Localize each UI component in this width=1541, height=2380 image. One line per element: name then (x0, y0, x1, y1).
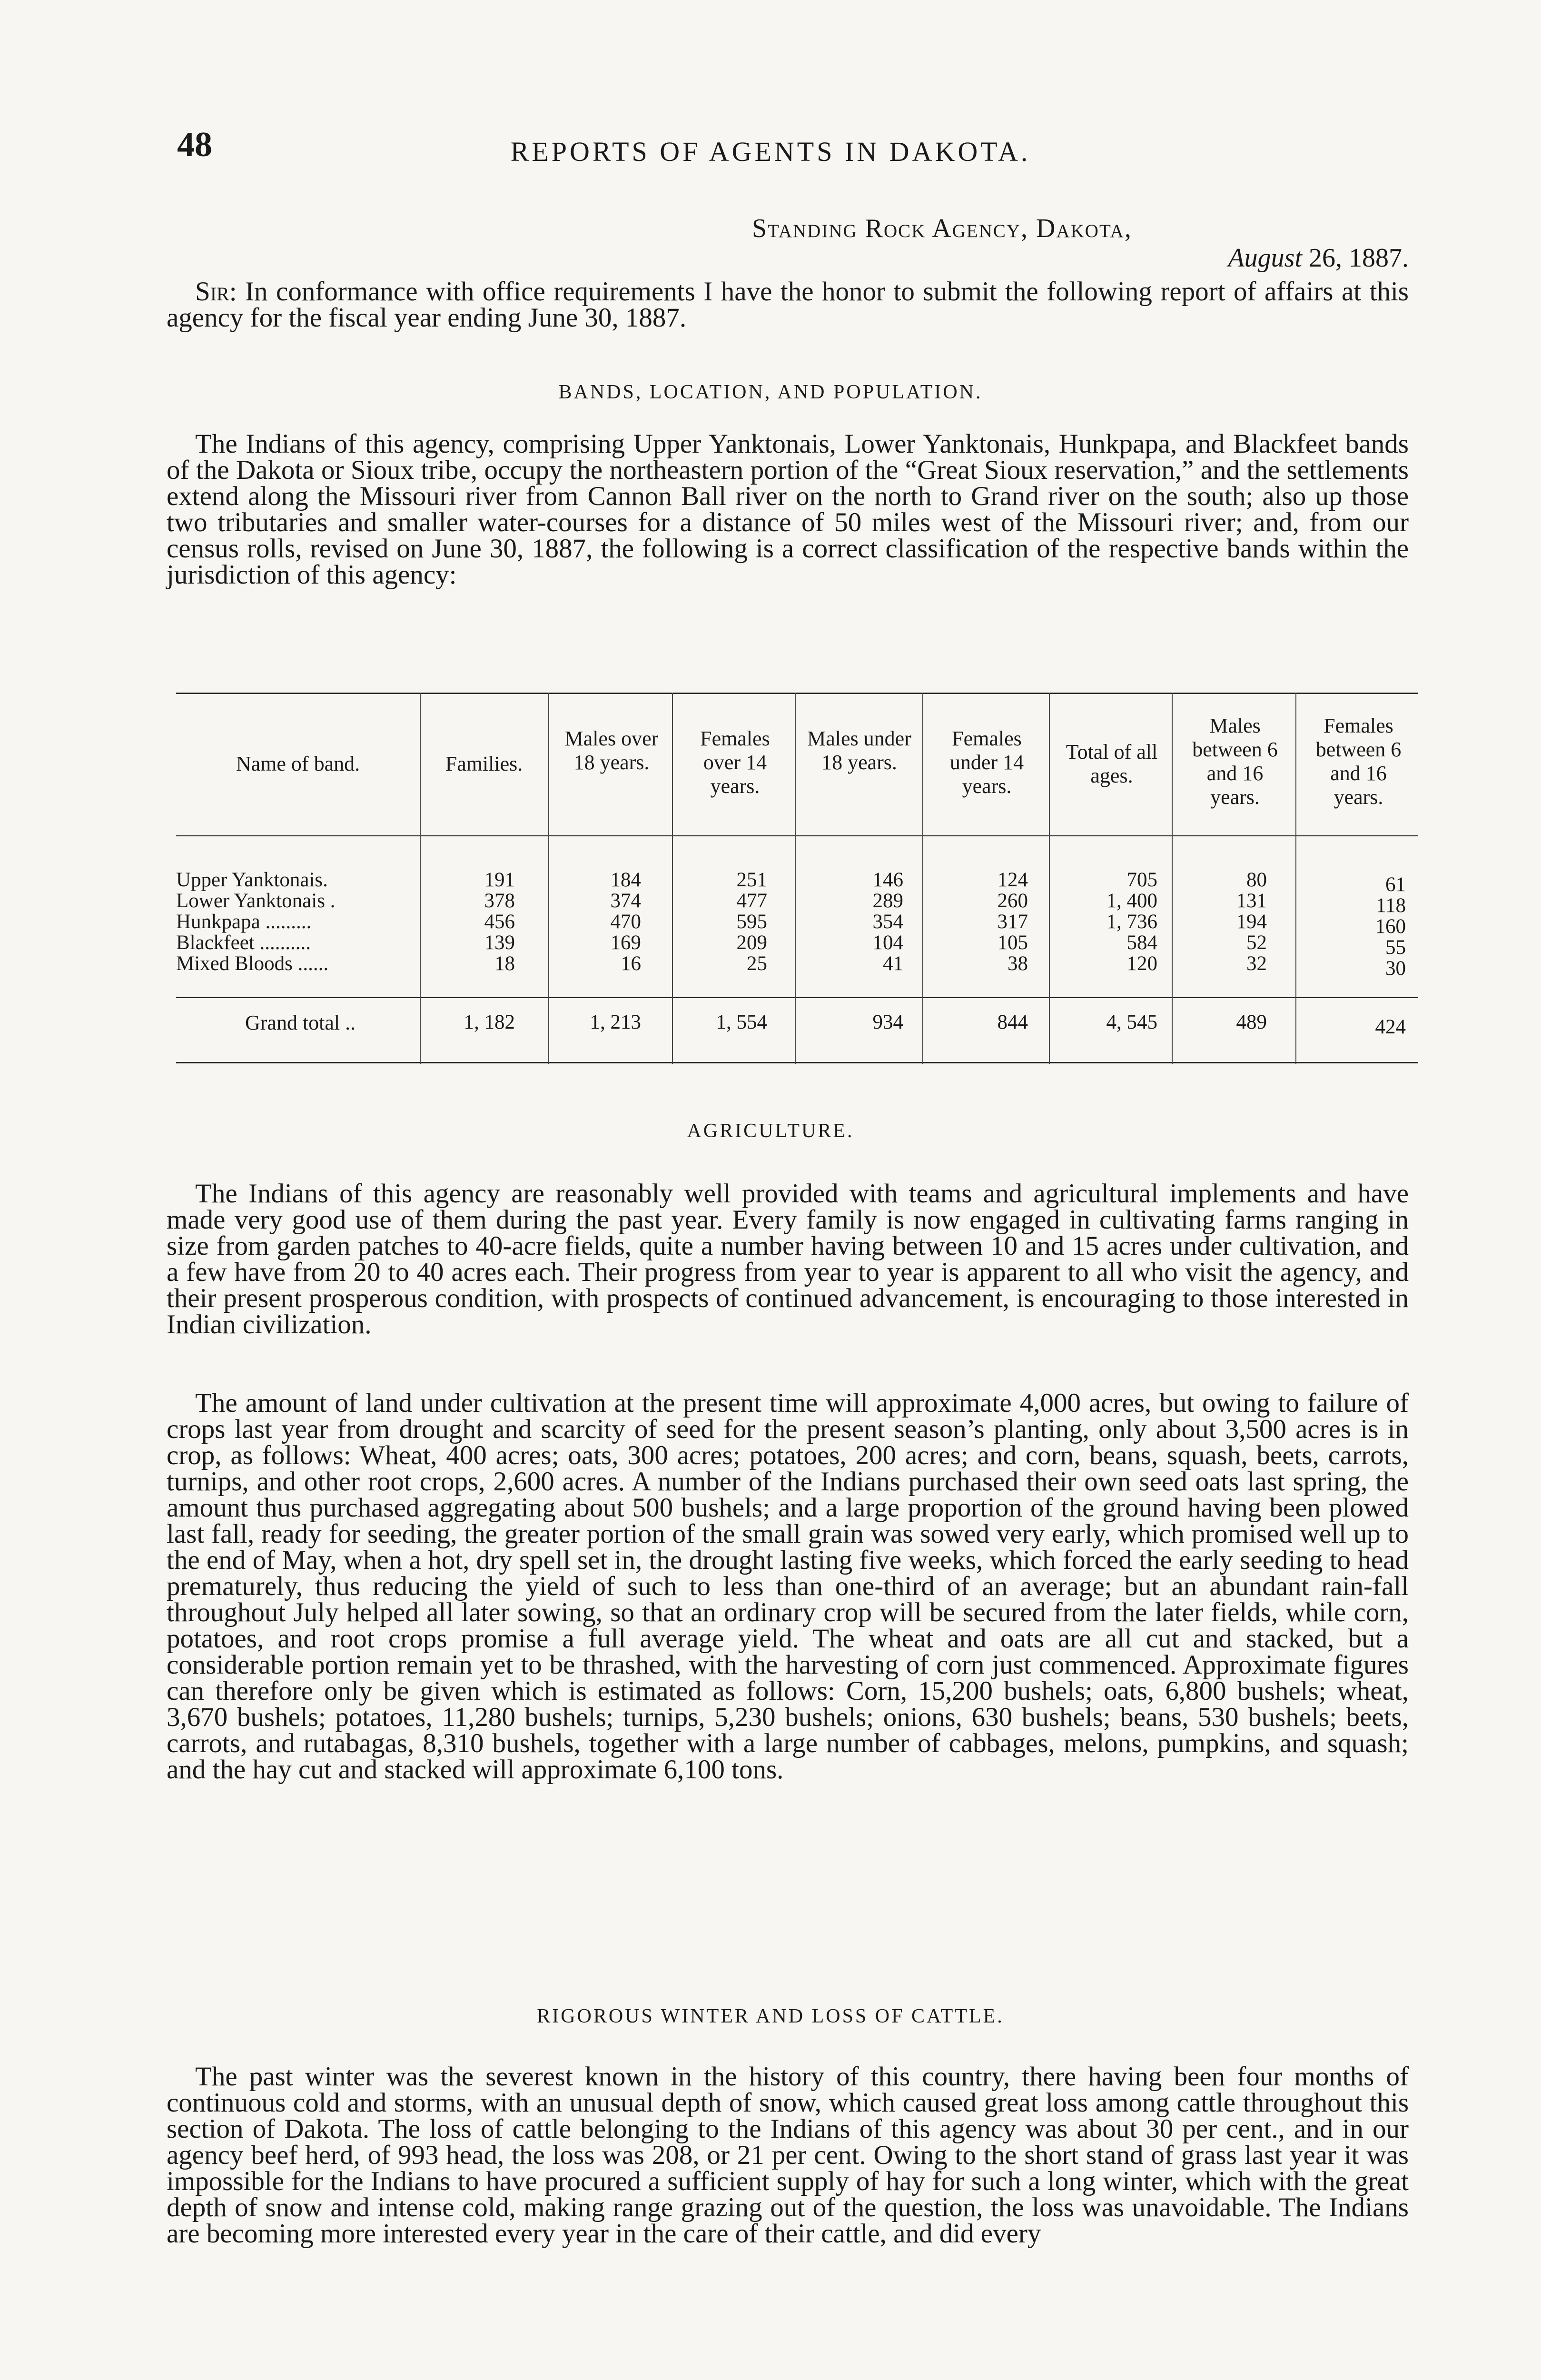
cell: 260 (997, 890, 1028, 912)
band-names (176, 870, 414, 974)
header-total: Total of all ages. (1066, 740, 1158, 787)
cell: 52 (1246, 932, 1267, 954)
col-females-over-14 (672, 870, 767, 974)
header-females-under-14: Females under 14 years. (949, 727, 1024, 798)
table-rule-top (176, 693, 1418, 694)
cell: 25 (747, 952, 767, 975)
table-rule-bottom (176, 1062, 1418, 1063)
cell: 477 (736, 890, 767, 912)
cell: 209 (736, 932, 767, 954)
cell: 105 (997, 932, 1028, 954)
cell: 194 (1236, 911, 1267, 933)
header-families: Families. (445, 752, 523, 775)
cell: 1, 736 (1106, 911, 1157, 933)
cell: 160 (1375, 915, 1406, 938)
cell: 131 (1236, 890, 1267, 912)
agriculture-paragraph-1: The Indians of this agency are reasonably well provided with teams and agricultural implements and have made very good use of them during the past year. Every family is now engaged in cultivating farms ranging in size from garden patches to 40-acre fields, quite a number having between 10 and 15 acres under cultivation, and a few have from 20 to 40 acres each. Their progress from year to year is apparent to all who visit the agency, and their present prosperous condition, with prospects of continued advancement, is encouraging to those interested in Indian civilization. (167, 1179, 1409, 1339)
total-cell: 1, 213 (590, 1011, 641, 1033)
report-date (1228, 243, 1409, 273)
cell: 18 (494, 952, 515, 975)
col-families (420, 870, 515, 974)
cell: 470 (610, 911, 641, 933)
cell: 289 (872, 890, 903, 912)
total-cell: 844 (997, 1011, 1028, 1033)
table-rule-total (176, 997, 1418, 998)
col-females-6-16 (1295, 874, 1406, 979)
heading-agriculture: AGRICULTURE. (687, 1120, 854, 1142)
cell: 120 (1126, 952, 1157, 975)
cell: 354 (872, 911, 903, 933)
cell: 124 (997, 869, 1028, 891)
cell: 80 (1246, 869, 1267, 891)
cell: 30 (1385, 957, 1406, 980)
band-name: Blackfeet .......... (176, 932, 311, 954)
total-cell: 489 (1236, 1011, 1267, 1033)
band-name: Mixed Bloods ...... (176, 952, 329, 975)
header-males-over-18: Males over 18 years. (564, 727, 659, 774)
running-head: REPORTS OF AGENTS IN DAKOTA. (510, 136, 1031, 167)
agency-place: Standing Rock Agency, Dakota, (752, 214, 1132, 243)
cell: 118 (1376, 894, 1406, 917)
cell: 1, 400 (1106, 890, 1157, 912)
cell: 32 (1246, 952, 1267, 975)
population-table (176, 693, 1418, 1064)
cell: 184 (610, 869, 641, 891)
header-females-6-16: Females between 6 and 16 years. (1315, 714, 1402, 809)
total-cell: 4, 545 (1106, 1011, 1157, 1033)
cell: 378 (484, 890, 515, 912)
total-cell: 1, 554 (716, 1011, 767, 1033)
header-females-over-14: Females over 14 years. (700, 727, 770, 798)
winter-paragraph: The past winter was the severest known in the history of this country, there having been four months of continuous cold and storms, with an unusual depth of snow, which caused great loss among cattle throughout this section of Dakota. The loss of cattle belonging to the Indians of this agency was about 30 per cent., and in our agency beef herd, of 993 head, the loss was 208, or 21 per cent. Owing to the short stand of grass last year it was impossible for the Indians to have procured a sufficient supply of hay for such a long winter, which with the great depth of snow and intense cold, making range grazing out of the question, the loss was unavoidable. The Indians are becoming more interested every year in the care of their cattle, and did every (167, 2062, 1409, 2249)
cell: 55 (1385, 936, 1406, 959)
total-cell: 934 (872, 1011, 903, 1033)
cell: 16 (621, 952, 641, 975)
heading-winter: RIGOROUS WINTER AND LOSS OF CATTLE. (537, 2005, 1004, 2027)
total-cell: 424 (1375, 1016, 1406, 1038)
band-name: Hunkpapa ......... (176, 911, 312, 933)
cell: 584 (1126, 932, 1157, 954)
band-name: Lower Yanktonais . (176, 890, 336, 912)
col-males-under-18 (795, 870, 903, 974)
cell: 146 (872, 869, 903, 891)
bands-paragraph: The Indians of this agency, comprising Upper Yanktonais, Lower Yanktonais, Hunkpapa, and Blackfeet bands of the Dakota or Sioux tribe, occupy the northeastern portion of the “Great Sioux reservation,” and the settlements extend along the Missouri river from Cannon Ball river on the north to Grand river on the south; also up those two tributaries and smaller water-courses for a distance of 50 miles west of the Missouri river; and, from our census rolls, revised on June 30, 1887, the following is a correct classification of the respective bands within the jurisdiction of this agency: (167, 429, 1409, 590)
grand-total-label: Grand total .. (245, 1011, 356, 1034)
cell: 456 (484, 911, 515, 933)
col-males-over-18 (548, 870, 641, 974)
date-month: August (1228, 243, 1302, 273)
cell: 705 (1126, 869, 1157, 891)
band-name: Upper Yanktonais. (176, 869, 328, 891)
cell: 38 (1008, 952, 1028, 975)
cell: 595 (736, 911, 767, 933)
cell: 41 (883, 952, 903, 975)
agriculture-paragraph-2: The amount of land under cultivation at the present time will approximate 4,000 acres, but owing to failure of crops last year from drought and scarcity of seed for the present season’s planting, only about 3,500 acres is in crop, as follows: Wheat, 400 acres; oats, 300 acres; potatoes, 200 acres; and corn, beans, squash, beets, carrots, turnips, and other root crops, 2,600 acres. A number of the Indians purchased their own seed oats last spring, the amount thus purchased aggregating about 500 bushels; and a large proportion of the ground having been plowed last fall, ready for seeding, the greater portion of the small grain was sowed very early, which promised well up to the end of May, when a hot, dry spell set in, the drought lasting five weeks, which forced the early seeding to head prematurely, thus reducing the yield of such to less than one-third of an average; but an abundant rain-fall throughout July helped all later sowing, so that an ordinary crop will be secured from the later fields, while corn, potatoes, and root crops promise a full average yield. The wheat and oats are all cut and stacked, but a considerable portion remain yet to be thrashed, with the harvesting of corn just commenced. Approximate figures can therefore only be given which is estimated as follows: Corn, 15,200 bushels; oats, 6,800 bushels; wheat, 3,670 bushels; potatoes, 11,280 bushels; turnips, 5,230 bushels; onions, 630 bushels; beans, 530 bushels; beets, carrots, and rutabagas, 8,310 bushels, together with a large number of cabbages, melons, pumpkins, and squash; and the hay cut and stacked will approximate 6,100 tons. (167, 1388, 1409, 1785)
cell: 61 (1385, 873, 1406, 896)
cell: 374 (610, 890, 641, 912)
date-rest: 26, 1887. (1302, 243, 1409, 273)
intro-paragraph (167, 278, 1409, 331)
cell: 169 (610, 932, 641, 954)
cell: 191 (484, 869, 515, 891)
cell: 139 (484, 932, 515, 954)
col-males-6-16 (1172, 870, 1267, 974)
table-rule-header (176, 835, 1418, 836)
total-cell: 1, 182 (464, 1011, 515, 1033)
header-name-of-band: Name of band. (236, 752, 360, 775)
header-males-under-18: Males under 18 years. (807, 727, 911, 774)
intro-text: : In conformance with office requirements I have the honor to submit the following report of affairs at this agency for the fiscal year ending June 30, 1887. (167, 277, 1409, 333)
cell: 251 (736, 869, 767, 891)
page-number: 48 (177, 125, 212, 164)
cell: 104 (872, 932, 903, 954)
col-total (1049, 870, 1157, 974)
col-females-under-14 (922, 870, 1028, 974)
heading-bands: BANDS, LOCATION, AND POPULATION. (558, 381, 983, 403)
salutation: Sir (195, 277, 229, 307)
header-males-6-16: Males between 6 and 16 years. (1192, 714, 1278, 809)
cell: 317 (997, 911, 1028, 933)
